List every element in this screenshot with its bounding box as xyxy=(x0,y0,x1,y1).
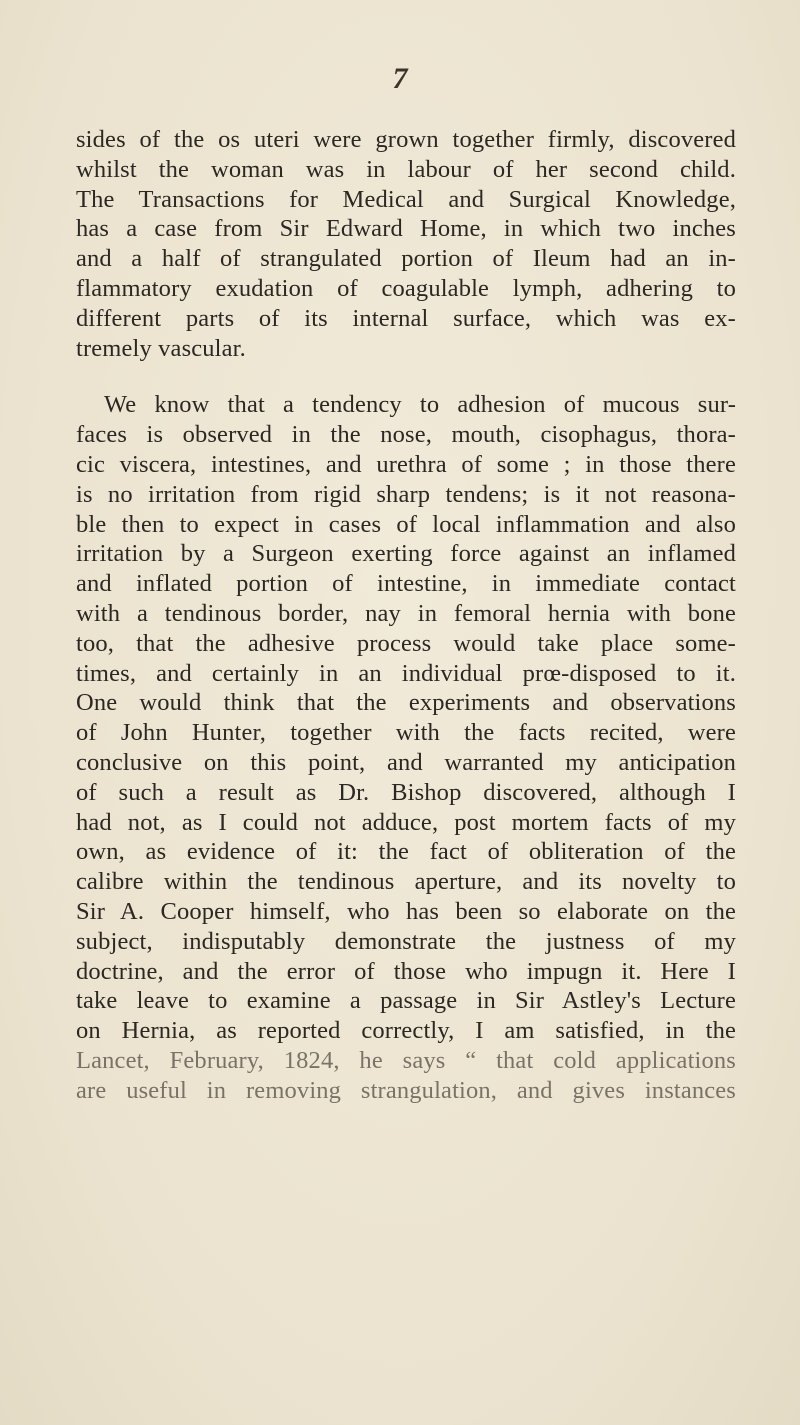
text-line: doctrine, and the error of those who impugn it. Here I xyxy=(76,957,736,985)
text-line: irritation by a Surgeon exerting force against an inflamed xyxy=(76,540,736,568)
paragraph-1 xyxy=(76,125,736,363)
text-line: conclusive on this point, and warranted my anticipation xyxy=(76,748,736,776)
text-line: cic viscera, intestines, and urethra of some ; in those there xyxy=(76,450,736,478)
text-line: The Transactions for Medical and Surgical Knowledge, xyxy=(76,185,736,213)
text-line: own, as evidence of it: the fact of obliteration of the xyxy=(76,838,736,866)
text-line: is no irritation from rigid sharp tendens; is it not reasona- xyxy=(76,480,736,508)
text-line: One would think that the experiments and observations xyxy=(76,689,736,717)
text-line: Lancet, February, 1824, he says “ that cold applications xyxy=(76,1046,736,1074)
page-number: 7 xyxy=(392,62,408,95)
text-line: tremely vascular. xyxy=(76,334,246,362)
text-line: flammatory exudation of coagulable lymph, adhering to xyxy=(76,274,736,302)
text-line: ble then to expect in cases of local inflammation and also xyxy=(76,510,736,538)
text-line: too, that the adhesive process would take place some- xyxy=(76,629,736,657)
text-line: whilst the woman was in labour of her second child. xyxy=(76,155,736,183)
text-line: are useful in removing strangulation, and gives instances xyxy=(76,1076,736,1104)
paragraph-2 xyxy=(76,390,736,1105)
text-line: of such a result as Dr. Bishop discovered, although I xyxy=(76,778,736,806)
text-line: subject, indisputably demonstrate the justness of my xyxy=(76,927,736,955)
text-line: on Hernia, as reported correctly, I am satisfied, in the xyxy=(76,1017,736,1045)
text-line: Sir A. Cooper himself, who has been so elaborate on the xyxy=(76,897,736,925)
text-line: times, and certainly in an individual prœ-disposed to it. xyxy=(76,659,736,687)
text-line: had not, as I could not adduce, post mortem facts of my xyxy=(76,808,736,836)
text-line: We know that a tendency to adhesion of mucous sur- xyxy=(104,391,736,419)
text-line: and a half of strangulated portion of Ileum had an in- xyxy=(76,245,736,273)
text-line: take leave to examine a passage in Sir Astley's Lecture xyxy=(76,987,736,1015)
text-line: has a case from Sir Edward Home, in which two inches xyxy=(76,215,736,243)
text-line: of John Hunter, together with the facts recited, were xyxy=(76,719,736,747)
text-line: different parts of its internal surface, which was ex- xyxy=(76,304,736,332)
body-text xyxy=(76,125,736,1106)
text-line: with a tendinous border, nay in femoral hernia with bone xyxy=(76,599,736,627)
text-line: calibre within the tendinous aperture, and its novelty to xyxy=(76,868,736,896)
text-line: sides of the os uteri were grown together firmly, discovered xyxy=(76,126,736,153)
paragraph-gap xyxy=(76,363,736,390)
text-line: faces is observed in the nose, mouth, cisophagus, thora- xyxy=(76,421,736,449)
text-line: and inflated portion of intestine, in immediate contact xyxy=(76,570,736,598)
